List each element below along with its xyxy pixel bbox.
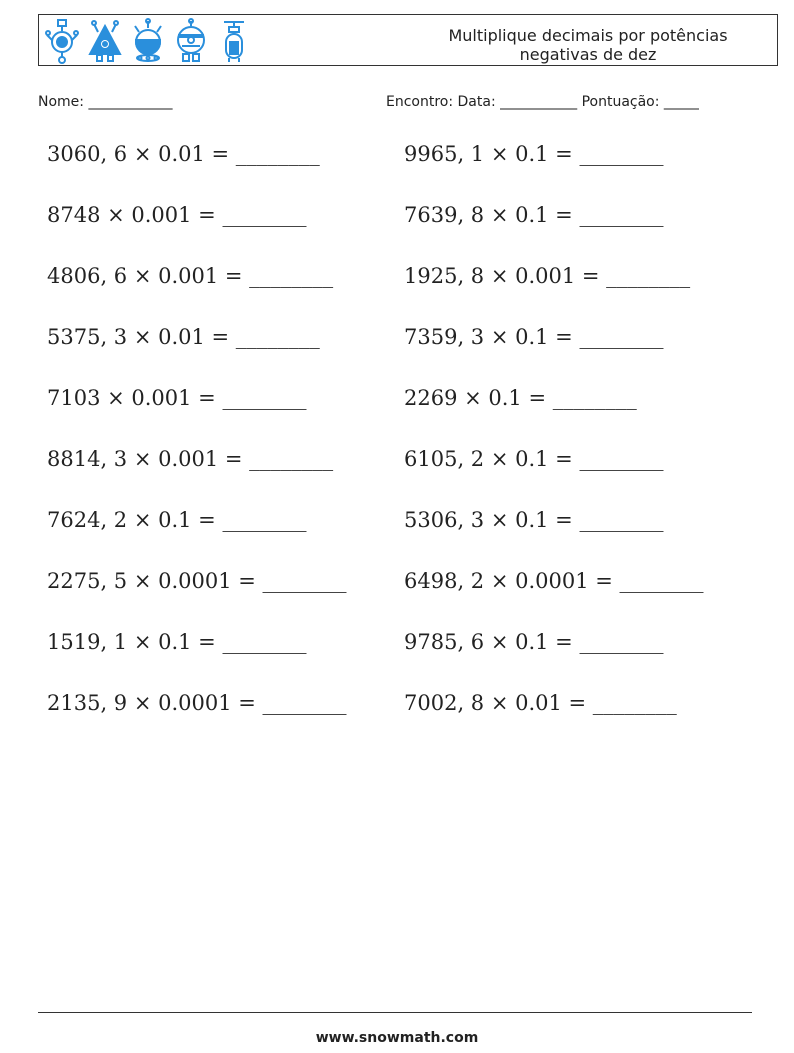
worksheet-title	[429, 26, 747, 64]
problem-item[interactable]: 6498, 2 × 0.0001 = ________	[404, 569, 704, 593]
robot-illustrations	[45, 17, 251, 65]
date-score-field[interactable]: Encontro: Data: ___________ Pontuação: _____	[386, 94, 699, 110]
problem-row	[47, 325, 767, 386]
problem-item[interactable]: 2269 × 0.1 = ________	[404, 386, 637, 410]
problem-item[interactable]: 1925, 8 × 0.001 = ________	[404, 264, 691, 288]
problem-item[interactable]: 7002, 8 × 0.01 = ________	[404, 691, 677, 715]
problem-item[interactable]: 2135, 9 × 0.0001 = ________	[47, 691, 347, 715]
problem-item[interactable]: 7639, 8 × 0.1 = ________	[404, 203, 664, 227]
problem-item[interactable]: 8748 × 0.001 = ________	[47, 203, 307, 227]
robot-round-icon	[174, 18, 208, 64]
footer-url[interactable]: www.snowmath.com	[315, 1030, 479, 1046]
robot-triangle-icon	[88, 18, 122, 64]
problem-item[interactable]: 7103 × 0.001 = ________	[47, 386, 307, 410]
robot-saucer-icon	[131, 18, 165, 64]
title-line-2: negativas de dez	[519, 45, 657, 64]
problem-item[interactable]: 4806, 6 × 0.001 = ________	[47, 264, 334, 288]
header-box	[38, 14, 778, 66]
robot-antenna-icon	[45, 18, 79, 64]
problem-row	[47, 569, 767, 630]
problem-row	[47, 386, 767, 447]
problem-row	[47, 264, 767, 325]
robot-capsule-icon	[217, 18, 251, 64]
problem-row	[47, 691, 767, 752]
problem-item[interactable]: 7624, 2 × 0.1 = ________	[47, 508, 307, 532]
problem-row	[47, 203, 767, 264]
problem-item[interactable]: 1519, 1 × 0.1 = ________	[47, 630, 307, 654]
problem-item[interactable]: 2275, 5 × 0.0001 = ________	[47, 569, 347, 593]
problem-row	[47, 447, 767, 508]
student-info-row	[38, 94, 778, 116]
problem-item[interactable]: 5375, 3 × 0.01 = ________	[47, 325, 320, 349]
problem-item[interactable]: 5306, 3 × 0.1 = ________	[404, 508, 664, 532]
footer-divider	[38, 1012, 752, 1013]
name-field[interactable]: Nome: ____________	[38, 94, 173, 110]
problem-item[interactable]: 6105, 2 × 0.1 = ________	[404, 447, 664, 471]
problem-row	[47, 508, 767, 569]
problem-list	[47, 142, 767, 752]
problem-item[interactable]: 8814, 3 × 0.001 = ________	[47, 447, 334, 471]
problem-item[interactable]: 9785, 6 × 0.1 = ________	[404, 630, 664, 654]
problem-row	[47, 142, 767, 203]
problem-row	[47, 630, 767, 691]
problem-item[interactable]: 3060, 6 × 0.01 = ________	[47, 142, 320, 166]
problem-item[interactable]: 9965, 1 × 0.1 = ________	[404, 142, 664, 166]
problem-item[interactable]: 7359, 3 × 0.1 = ________	[404, 325, 664, 349]
title-line-1: Multiplique decimais por potências	[448, 26, 728, 45]
